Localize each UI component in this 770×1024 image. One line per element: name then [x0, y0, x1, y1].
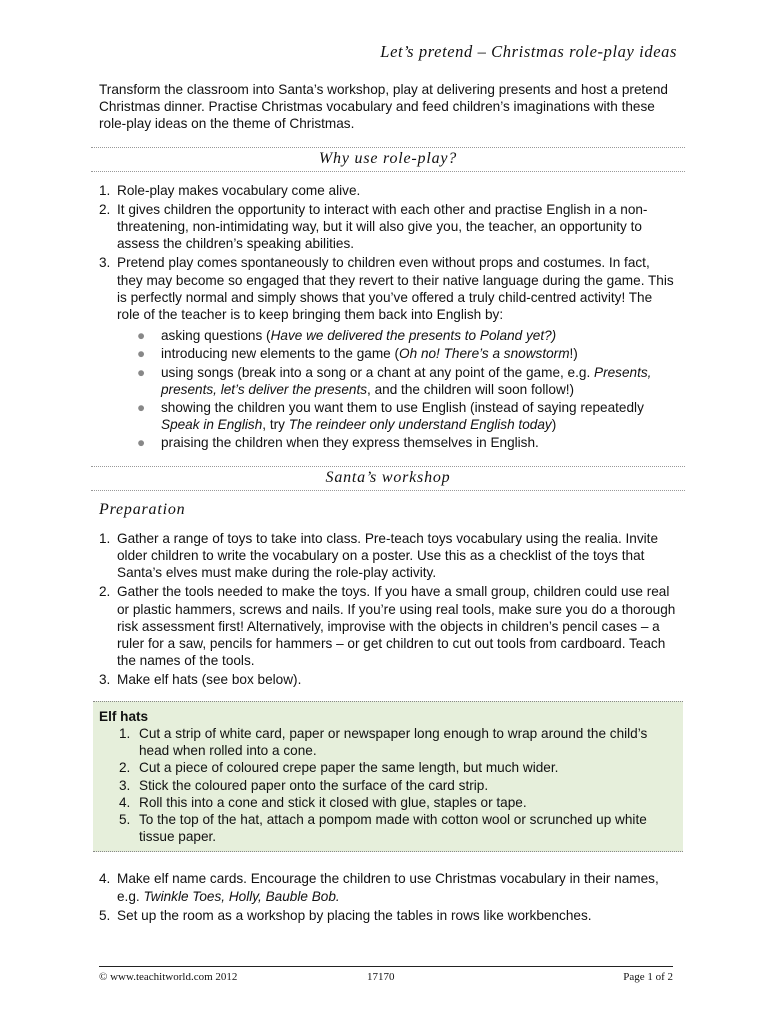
preparation-heading: Preparation — [99, 500, 186, 518]
section-heading-why: Why use role-play? — [91, 147, 685, 172]
footer-doc-id: 17170 — [367, 971, 395, 983]
bullet-icon: ● — [137, 328, 146, 344]
box-title: Elf hats — [99, 708, 149, 724]
page-footer — [99, 966, 673, 985]
bullet-icon: ● — [137, 435, 146, 451]
bullet-item: ● praising the children when they express themselves in English. — [137, 435, 539, 451]
list-item: 4. Roll this into a cone and stick it closed with glue, staples or tape. — [119, 794, 527, 810]
bullet-item: ● showing the children you want them to use English (instead of saying repeatedly Speak in English, try The reindeer only understand English today) — [137, 400, 644, 433]
footer-page-number: Page 1 of 2 — [623, 971, 673, 983]
list-item: 4. Make elf name cards. Encourage the children to use Christmas vocabulary in their names, e.g. Twinkle Toes, Holly, Bauble Bob. — [99, 871, 659, 904]
preparation-list-continued — [99, 870, 677, 924]
bullet-icon: ● — [137, 400, 146, 416]
bullet-item: ● introducing new elements to the game (Oh no! There’s a snowstorm!) — [137, 346, 578, 362]
preparation-list — [99, 530, 677, 689]
list-item: 2. It gives children the opportunity to interact with each other and practise English in a non-threatening, non-intimidating way, but it will also give you, the teacher, an opportunity to assess the children’s speaking abilities. — [99, 201, 648, 252]
elf-hats-steps — [99, 725, 677, 845]
list-item: 3. Stick the coloured paper onto the surface of the card strip. — [119, 777, 489, 793]
intro-paragraph: Transform the classroom into Santa’s workshop, play at delivering presents and host a pretend Christmas dinner. Practise Christmas vocabulary and feed children’s imaginations with these role-play ideas on the theme of Christmas. — [99, 82, 668, 132]
list-item: 2. Cut a piece of coloured crepe paper the same length, but much wider. — [119, 760, 559, 776]
list-item: 5. To the top of the hat, attach a pompom made with cotton wool or scrunched up white tissue paper. — [119, 811, 647, 845]
section-heading-workshop: Santa’s workshop — [91, 466, 685, 491]
list-item: 1. Gather a range of toys to take into class. Pre-teach toys vocabulary using the realia. Invite older children to write the vocabulary on a poster. Use this as a checklist of the toys that Santa’s elves must make during the role-play activity. — [99, 530, 659, 581]
why-list — [99, 182, 677, 452]
document-page — [99, 38, 677, 926]
elf-hats-box — [93, 701, 683, 853]
bullet-item: ● using songs (break into a song or a chant at any point of the game, e.g. Presents, presents, let’s deliver the presents, and the children will soon follow!) — [137, 364, 652, 397]
list-item: 3. Make elf hats (see box below). — [99, 672, 302, 688]
list-item: 1. Role-play makes vocabulary come alive. — [99, 182, 361, 198]
strategies-bullet-list — [117, 327, 677, 451]
list-item: 5. Set up the room as a workshop by placing the tables in rows like workbenches. — [99, 907, 592, 923]
bullet-icon: ● — [137, 346, 146, 362]
bullet-icon: ● — [137, 364, 146, 380]
footer-copyright: © www.teachitworld.com 2012 — [99, 971, 238, 983]
list-item: 3. Pretend play comes spontaneously to children even without props and costumes. In fact, they may become so engaged that they revert to their native language during the game. This is perfectly normal and simply shows that you’ve offered a truly child-centred activity! The role of the teacher is to keep bringing them back into English by: ● asking questions (Have we delivered the presents to Poland yet?) ● introducing new elements to the game (Oh no! There’s a snowstorm!) ● using songs (break into a song or a chant at any point of the game, e.g. Presents, presents, let’s deliver the presents, and the children will soon follow!) ● showing the children you want them to use English (instead of saying repeatedly Speak in English, try The reindeer only understand English today) ● praising the children when they express themselves in English. — [99, 254, 677, 451]
page-title: Let’s pretend – Christmas role-play ideas — [380, 42, 677, 61]
bullet-item: ● asking questions (Have we delivered the presents to Poland yet?) — [137, 328, 557, 344]
list-item: 1. Cut a strip of white card, paper or newspaper long enough to wrap around the child’s head when rolled into a cone. — [119, 725, 648, 759]
list-item: 2. Gather the tools needed to make the toys. If you have a small group, children could use real or plastic hammers, screws and nails. If you’re using real tools, make sure you do a thorough risk assessment first! Alternatively, improvise with the objects in children’s pencil cases – a ruler for a saw, pencils for hammers – or get children to cut out tools from cardboard. Teach the names of the tools. — [99, 584, 676, 669]
